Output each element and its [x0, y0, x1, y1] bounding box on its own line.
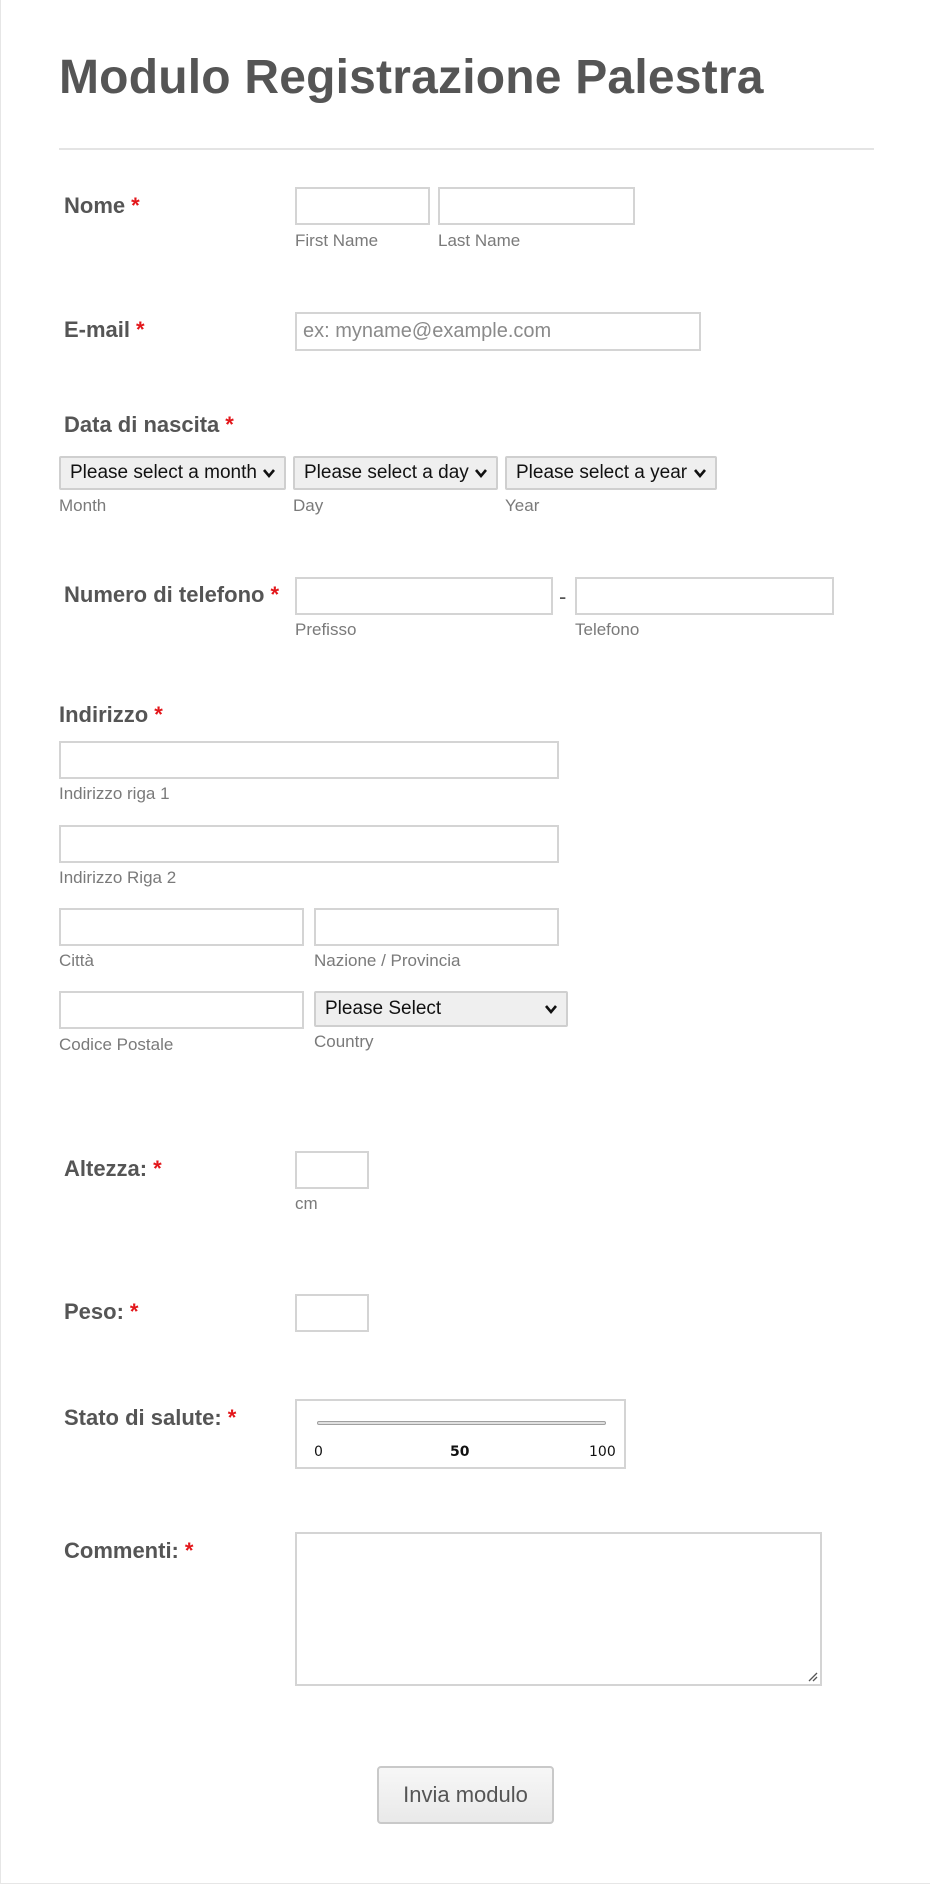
slider-mid-label: 50: [450, 1444, 470, 1460]
phone-label: Numero di telefono *: [64, 582, 280, 607]
phone-separator: -: [559, 584, 567, 609]
city-sublabel: Città: [59, 951, 94, 970]
chevron-down-icon: [474, 466, 488, 480]
country-select-value: Please Select: [325, 998, 442, 1019]
height-label: Altezza: *: [64, 1156, 162, 1181]
address-line1-input[interactable]: [59, 741, 559, 779]
day-sublabel: Day: [293, 496, 324, 515]
year-sublabel: Year: [505, 496, 540, 515]
email-label: E-mail *: [64, 317, 145, 342]
health-label: Stato di salute: *: [64, 1405, 237, 1430]
address-label: Indirizzo *: [59, 702, 163, 727]
month-sublabel: Month: [59, 496, 107, 515]
required-mark: *: [153, 1156, 162, 1181]
year-select[interactable]: [505, 456, 717, 490]
weight-label: Peso: *: [64, 1299, 139, 1324]
address-line2-sublabel: Indirizzo Riga 2: [59, 868, 177, 887]
first-name-sublabel: First Name: [295, 231, 379, 250]
year-select-value: Please select a year: [516, 462, 688, 483]
required-mark: *: [225, 412, 234, 437]
slider-max-label: 100: [589, 1444, 616, 1460]
month-select-value: Please select a month: [70, 462, 257, 483]
day-select-value: Please select a day: [304, 462, 469, 483]
height-unit: cm: [295, 1194, 318, 1213]
required-mark: *: [131, 193, 140, 218]
required-mark: *: [136, 317, 145, 342]
city-input[interactable]: [59, 908, 304, 946]
weight-input[interactable]: [295, 1294, 369, 1332]
name-label: Nome *: [64, 193, 140, 218]
last-name-sublabel: Last Name: [438, 231, 521, 250]
last-name-input[interactable]: [438, 187, 635, 225]
chevron-down-icon: [262, 466, 276, 480]
page-title: Modulo Registrazione Palestra: [59, 51, 764, 104]
country-sublabel: Country: [314, 1032, 374, 1051]
comments-label: Commenti: *: [64, 1538, 194, 1563]
postal-code-input[interactable]: [59, 991, 304, 1029]
phone-number-input[interactable]: [575, 577, 834, 615]
required-mark: *: [129, 1299, 139, 1324]
slider-track[interactable]: [317, 1421, 606, 1425]
address-line1-sublabel: Indirizzo riga 1: [59, 784, 170, 803]
state-sublabel: Nazione / Provincia: [314, 951, 461, 970]
email-input[interactable]: [295, 312, 701, 351]
health-slider[interactable]: [295, 1399, 626, 1469]
required-mark: *: [227, 1405, 237, 1430]
title-divider: [59, 148, 874, 150]
required-mark: *: [270, 582, 280, 607]
submit-button[interactable]: Invia modulo: [377, 1766, 554, 1824]
address-line2-input[interactable]: [59, 825, 559, 863]
comments-textarea[interactable]: [295, 1532, 822, 1686]
day-select[interactable]: [293, 456, 498, 490]
required-mark: *: [154, 702, 163, 727]
phone-prefix-sublabel: Prefisso: [295, 620, 357, 639]
chevron-down-icon: [544, 1002, 558, 1016]
birthdate-label: Data di nascita *: [64, 412, 234, 437]
postal-code-sublabel: Codice Postale: [59, 1035, 174, 1054]
state-input[interactable]: [314, 908, 559, 946]
required-mark: *: [184, 1538, 194, 1563]
height-input[interactable]: [295, 1151, 369, 1189]
phone-prefix-input[interactable]: [295, 577, 553, 615]
first-name-input[interactable]: [295, 187, 430, 225]
chevron-down-icon: [693, 466, 707, 480]
phone-number-sublabel: Telefono: [575, 620, 640, 639]
country-select[interactable]: [314, 991, 568, 1027]
slider-min-label: 0: [314, 1444, 323, 1460]
month-select[interactable]: [59, 456, 286, 490]
resize-grip-icon[interactable]: [806, 1670, 818, 1682]
